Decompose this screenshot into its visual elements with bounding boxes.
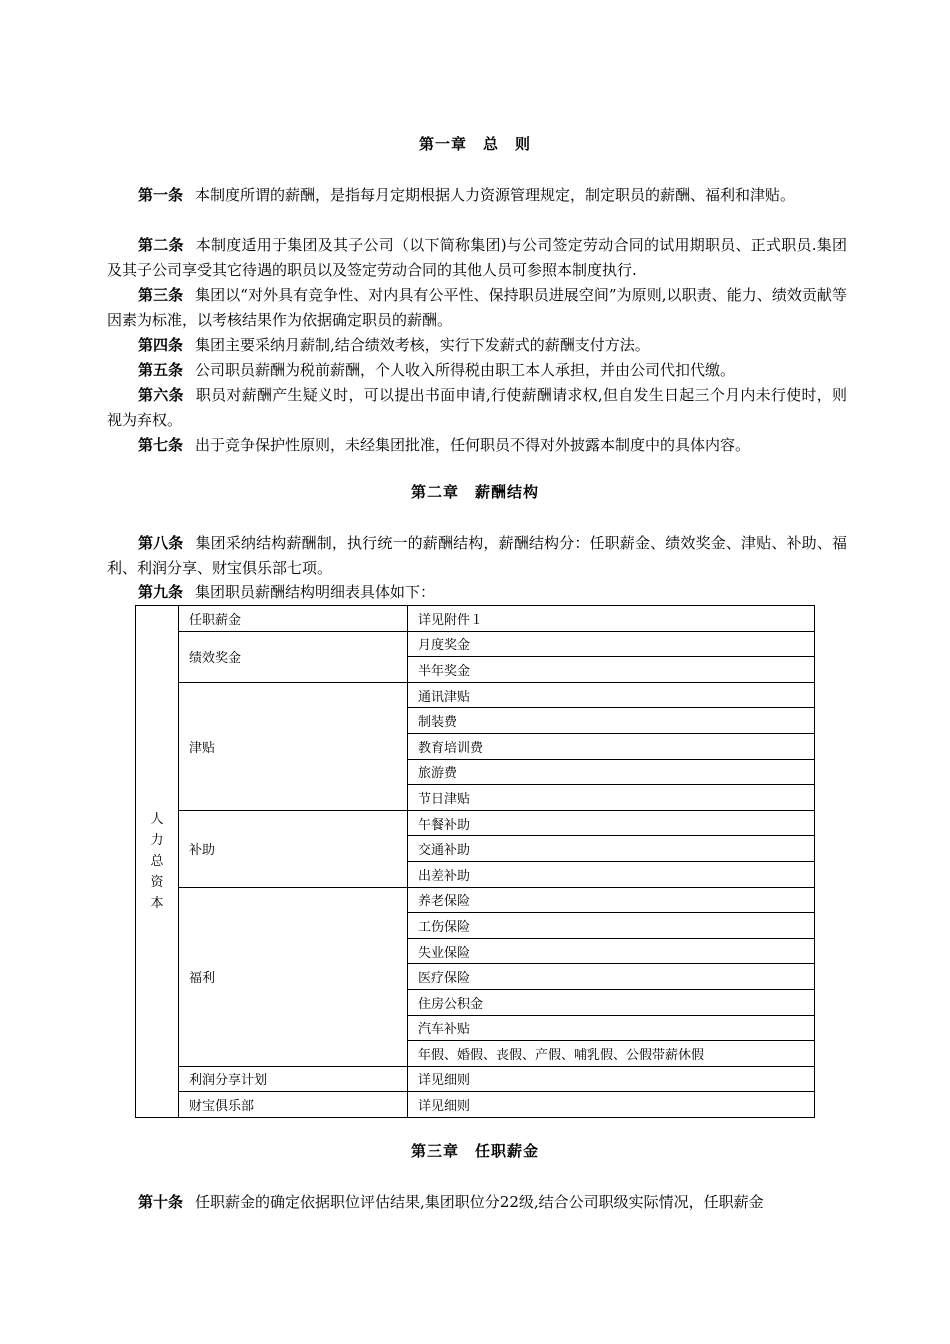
item-cell: 制装费 [408, 708, 815, 734]
article-text: 集团采纳结构薪酬制，执行统一的薪酬结构，薪酬结构分：任职薪金、绩效奖金、津贴、补助、福利、利润分享、财宝俱乐部七项。 [107, 534, 847, 577]
table-row [136, 887, 815, 913]
article-label: 第二条 [138, 236, 184, 254]
article-10 [107, 1190, 847, 1215]
item-cell: 午餐补助 [408, 810, 815, 836]
table-row [136, 810, 815, 836]
item-cell: 半年奖金 [408, 657, 815, 683]
chapter-2-title: 第二章 薪酬结构 [410, 483, 539, 501]
table-row [136, 1066, 815, 1092]
article-label: 第九条 [138, 583, 184, 601]
category-cell: 补助 [179, 810, 408, 887]
item-cell: 详见附件１ [408, 606, 815, 632]
category-cell: 利润分享计划 [179, 1066, 408, 1092]
table-row [136, 631, 815, 657]
article-text: 出于竞争保护性原则，未经集团批准，任何职员不得对外披露本制度中的具体内容。 [195, 436, 751, 454]
article-5 [107, 358, 847, 383]
root-cell [136, 606, 179, 1118]
root-label: 人 力 总 资 本 [150, 811, 164, 911]
item-cell: 旅游费 [408, 759, 815, 785]
item-cell: 节日津贴 [408, 785, 815, 811]
item-cell: 月度奖金 [408, 631, 815, 657]
article-text: 本制度适用于集团及其子公司（以下简称集团)与公司签定劳动合同的试用期职员、正式职员.集团及其子公司享受其它待遇的职员以及签定劳动合同的其他人员可参照本制度执行. [107, 236, 847, 279]
item-cell: 汽车补贴 [408, 1015, 815, 1041]
category-cell: 任职薪金 [179, 606, 408, 632]
article-4 [107, 333, 847, 358]
category-cell: 福利 [179, 887, 408, 1066]
article-2 [107, 233, 847, 283]
item-cell: 教育培训费 [408, 733, 815, 759]
article-label: 第五条 [138, 361, 184, 379]
category-cell: 津贴 [179, 682, 408, 810]
article-text: 公司职员薪酬为税前薪酬，个人收入所得税由职工本人承担，并由公司代扣代缴。 [195, 361, 736, 379]
article-label: 第三条 [138, 286, 184, 304]
item-cell: 详见细则 [408, 1066, 815, 1092]
article-3 [107, 283, 847, 333]
article-label: 第八条 [138, 534, 184, 552]
item-cell: 年假、婚假、丧假、产假、哺乳假、公假带薪休假 [408, 1041, 815, 1067]
salary-structure-table [135, 605, 815, 1118]
article-label: 第十条 [138, 1193, 184, 1211]
article-label: 第七条 [138, 436, 184, 454]
table-row [136, 1092, 815, 1118]
article-text: 职员对薪酬产生疑义时，可以提出书面申请,行使薪酬请求权,但自发生日起三个月内未行使时，则视为弃权。 [107, 386, 847, 429]
item-cell: 医疗保险 [408, 964, 815, 990]
article-text: 集团职员薪酬结构明细表具体如下： [195, 583, 436, 601]
article-label: 第六条 [138, 386, 184, 404]
item-cell: 详见细则 [408, 1092, 815, 1118]
item-cell: 养老保险 [408, 887, 815, 913]
item-cell: 交通补助 [408, 836, 815, 862]
item-cell: 失业保险 [408, 938, 815, 964]
article-label: 第一条 [138, 186, 184, 204]
category-cell: 绩效奖金 [179, 631, 408, 682]
article-8 [107, 531, 847, 581]
table-row [136, 682, 815, 708]
item-cell: 住房公积金 [408, 989, 815, 1015]
item-cell: 出差补助 [408, 861, 815, 887]
article-text: 任职薪金的确定依据职位评估结果,集团职位分22级,结合公司职级实际情况，任职薪金 [195, 1193, 764, 1211]
category-cell: 财宝俱乐部 [179, 1092, 408, 1118]
item-cell: 工伤保险 [408, 913, 815, 939]
article-9 [107, 580, 847, 605]
article-label: 第四条 [138, 336, 184, 354]
article-6 [107, 383, 847, 433]
article-text: 集团以“对外具有竞争性、对内具有公平性、保持职员进展空间”为原则,以职责、能力、绩效贡献等因素为标准，以考核结果作为依据确定职员的薪酬。 [107, 286, 847, 329]
table-row [136, 606, 815, 632]
item-cell: 通讯津贴 [408, 682, 815, 708]
article-text: 集团主要采纳月薪制,结合绩效考核，实行下发薪式的薪酬支付方法。 [195, 336, 650, 354]
article-1 [107, 183, 847, 208]
chapter-1-title: 第一章 总 则 [418, 135, 531, 153]
article-7 [107, 433, 847, 458]
article-text: 本制度所谓的薪酬，是指每月定期根据人力资源管理规定，制定职员的薪酬、福利和津贴。 [195, 186, 796, 204]
chapter-3-title: 第三章 任职薪金 [410, 1142, 539, 1160]
